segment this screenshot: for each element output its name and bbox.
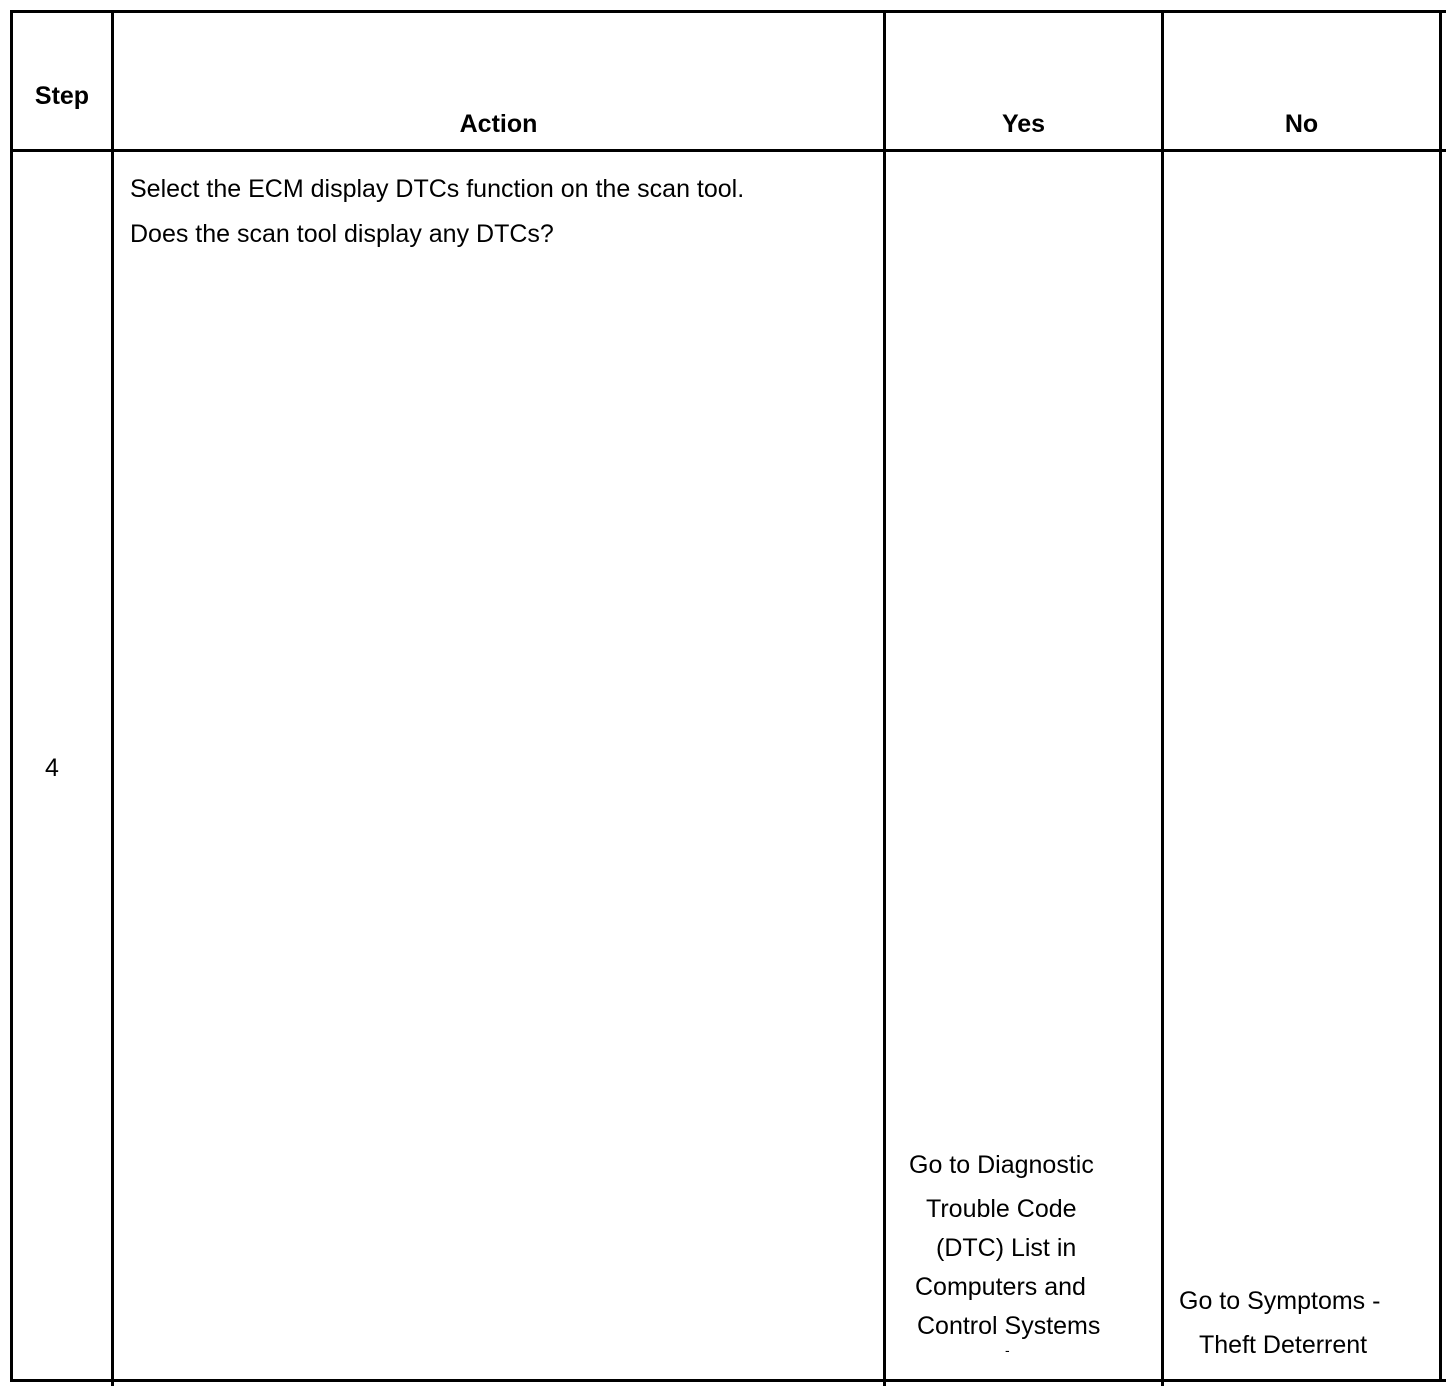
header-yes: Yes: [1001, 110, 1046, 138]
yes-line: Control Systems: [917, 1312, 1101, 1340]
step-number: 4: [45, 754, 59, 782]
table-left-border: [10, 10, 13, 1382]
column-divider-step-action: [111, 10, 114, 1386]
header-action: Action: [459, 110, 538, 138]
table-right-border: [1439, 10, 1442, 1382]
yes-line: (DTC) List in: [936, 1234, 1077, 1262]
no-line: Go to Symptoms -: [1179, 1287, 1381, 1315]
header-bottom-border: [10, 149, 1446, 152]
yes-line: Go to Diagnostic: [909, 1151, 1094, 1179]
column-divider-action-yes: [883, 10, 886, 1386]
yes-line: Computers and: [915, 1273, 1086, 1301]
column-divider-yes-no: [1161, 10, 1164, 1386]
yes-line: Trouble Code: [926, 1195, 1077, 1223]
yes-line: -: [1005, 1342, 1010, 1358]
table-top-border: [10, 10, 1446, 13]
header-no: No: [1284, 110, 1319, 138]
table-bottom-border: [10, 1379, 1446, 1382]
header-step: Step: [34, 82, 90, 110]
no-line: Theft Deterrent: [1199, 1331, 1368, 1359]
action-line: Select the ECM display DTCs function on the scan tool.: [130, 175, 745, 203]
action-line: Does the scan tool display any DTCs?: [130, 220, 554, 248]
